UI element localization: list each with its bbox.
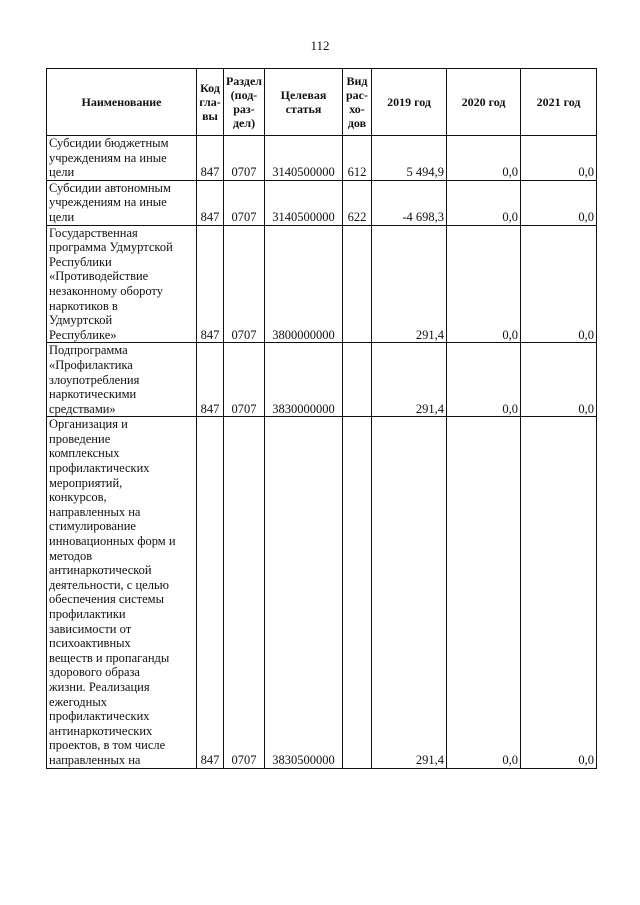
row-target: 3140500000 bbox=[265, 136, 343, 181]
header-expense-type: Вид рас- хо- дов bbox=[343, 69, 372, 136]
table-row bbox=[47, 343, 597, 417]
table-row bbox=[47, 136, 597, 181]
row-name: Государственная программа Удмуртской Республики «Противодействие незаконному обороту наркотиков в Удмуртской Республике» bbox=[47, 225, 197, 343]
row-section: 0707 bbox=[224, 180, 265, 225]
budget-table bbox=[46, 68, 597, 769]
table-row bbox=[47, 225, 597, 343]
row-expense-type bbox=[343, 417, 372, 768]
row-target: 3830000000 bbox=[265, 343, 343, 417]
row-expense-type: 622 bbox=[343, 180, 372, 225]
row-target: 3800000000 bbox=[265, 225, 343, 343]
row-code: 847 bbox=[197, 417, 224, 768]
page-number: 112 bbox=[310, 38, 330, 53]
header-name: Наименование bbox=[47, 69, 197, 136]
row-name: Субсидии бюджетным учреждениям на иные цели bbox=[47, 136, 197, 181]
row-target: 3140500000 bbox=[265, 180, 343, 225]
table-header-row bbox=[47, 69, 597, 136]
row-code: 847 bbox=[197, 136, 224, 181]
row-2020: 0,0 bbox=[447, 136, 521, 181]
table-row bbox=[47, 180, 597, 225]
row-2021: 0,0 bbox=[521, 225, 597, 343]
header-2021: 2021 год bbox=[521, 69, 597, 136]
row-2019: 291,4 bbox=[372, 343, 447, 417]
row-code: 847 bbox=[197, 225, 224, 343]
row-2021: 0,0 bbox=[521, 417, 597, 768]
row-code: 847 bbox=[197, 180, 224, 225]
row-2020: 0,0 bbox=[447, 343, 521, 417]
row-section: 0707 bbox=[224, 417, 265, 768]
header-section: Раздел (под- раз- дел) bbox=[224, 69, 265, 136]
row-2019: -4 698,3 bbox=[372, 180, 447, 225]
row-expense-type: 612 bbox=[343, 136, 372, 181]
row-section: 0707 bbox=[224, 225, 265, 343]
header-code: Код гла- вы bbox=[197, 69, 224, 136]
header-2019: 2019 год bbox=[372, 69, 447, 136]
row-name: Субсидии автономным учреждениям на иные цели bbox=[47, 180, 197, 225]
row-2019: 291,4 bbox=[372, 225, 447, 343]
table-row bbox=[47, 417, 597, 768]
row-expense-type bbox=[343, 225, 372, 343]
row-2019: 5 494,9 bbox=[372, 136, 447, 181]
header-target: Целевая статья bbox=[265, 69, 343, 136]
row-name: Подпрограмма «Профилактика злоупотребления наркотическими средствами» bbox=[47, 343, 197, 417]
row-name: Организация и проведение комплексных профилактических мероприятий, конкурсов, направленных на стимулирование инновационных форм и методов антинаркотической деятельности, с целью обеспечения системы профилактики зависимости от психоактивных веществ и пропаганды здорового образа жизни. Реализация ежегодных профилактических антинаркотических проектов, в том числе направленных на bbox=[47, 417, 197, 768]
row-2021: 0,0 bbox=[521, 343, 597, 417]
row-2019: 291,4 bbox=[372, 417, 447, 768]
header-2020: 2020 год bbox=[447, 69, 521, 136]
row-2020: 0,0 bbox=[447, 417, 521, 768]
row-target: 3830500000 bbox=[265, 417, 343, 768]
row-expense-type bbox=[343, 343, 372, 417]
row-section: 0707 bbox=[224, 343, 265, 417]
row-2020: 0,0 bbox=[447, 180, 521, 225]
row-2021: 0,0 bbox=[521, 180, 597, 225]
row-code: 847 bbox=[197, 343, 224, 417]
row-2021: 0,0 bbox=[521, 136, 597, 181]
row-section: 0707 bbox=[224, 136, 265, 181]
row-2020: 0,0 bbox=[447, 225, 521, 343]
